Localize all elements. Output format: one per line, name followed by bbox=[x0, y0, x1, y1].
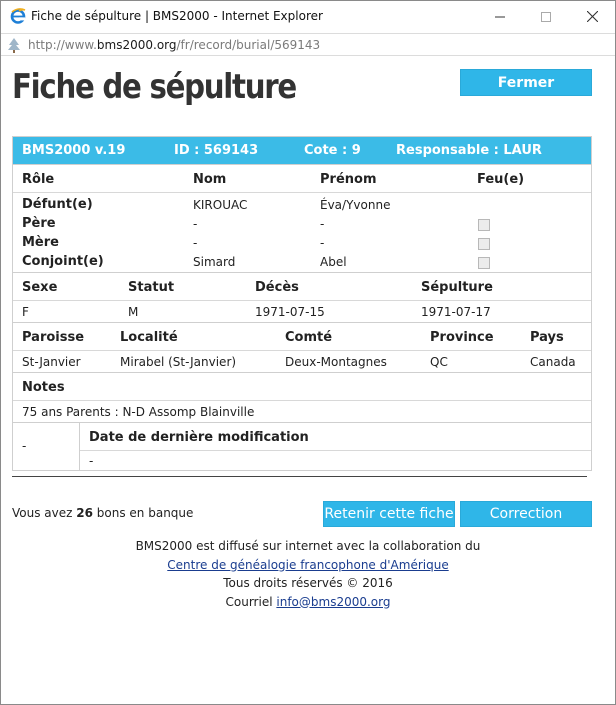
correction-button[interactable]: Correction bbox=[460, 501, 592, 527]
person-nom: KIROUAC bbox=[193, 198, 248, 212]
modification-value: - bbox=[89, 454, 94, 468]
role-label: Conjoint(e) bbox=[22, 254, 104, 269]
value-paroisse: St-Janvier bbox=[22, 355, 81, 369]
email-link[interactable]: info@bms2000.org bbox=[276, 594, 391, 609]
page-content bbox=[1, 57, 615, 704]
minimize-button[interactable] bbox=[477, 1, 523, 32]
notes-section bbox=[13, 372, 591, 422]
person-prenom: - bbox=[320, 217, 325, 231]
column-nom: Nom bbox=[193, 172, 227, 187]
column-province: Province bbox=[430, 330, 494, 345]
column-role: Rôle bbox=[22, 172, 55, 187]
window-title: Fiche de sépulture | BMS2000 - Internet Explorer bbox=[31, 9, 323, 23]
bank-balance bbox=[12, 506, 193, 520]
record-version: BMS2000 v.19 bbox=[22, 143, 126, 158]
feu-checkbox-mere[interactable] bbox=[478, 238, 490, 250]
minimize-icon bbox=[495, 12, 505, 22]
column-prenom: Prénom bbox=[320, 172, 377, 187]
person-prenom: Abel bbox=[320, 255, 347, 269]
feu-checkbox-pere[interactable] bbox=[478, 219, 490, 231]
column-localite: Localité bbox=[120, 330, 178, 345]
footer-contact bbox=[1, 593, 615, 612]
person-prenom: Éva/Yvonne bbox=[320, 198, 391, 212]
person-nom: Simard bbox=[193, 255, 236, 269]
modification-section bbox=[13, 422, 591, 470]
value-province: QC bbox=[430, 355, 448, 369]
page-title: Fiche de sépulture bbox=[12, 67, 296, 107]
retain-record-button[interactable]: Retenir cette fiche bbox=[323, 501, 455, 527]
address-url[interactable] bbox=[28, 38, 320, 52]
column-pays: Pays bbox=[530, 330, 564, 345]
cgfa-link[interactable]: Centre de généalogie francophone d'Amérique bbox=[167, 557, 449, 572]
maximize-icon bbox=[541, 12, 551, 22]
footer-line1: BMS2000 est diffusé sur internet avec la collaboration du bbox=[135, 539, 481, 553]
close-icon bbox=[587, 11, 598, 22]
url-prefix: http://www. bbox=[28, 38, 97, 52]
column-sexe: Sexe bbox=[22, 280, 58, 295]
bank-count: 26 bbox=[76, 506, 93, 520]
role-label: Père bbox=[22, 216, 56, 231]
notes-label: Notes bbox=[22, 380, 65, 395]
value-sexe: F bbox=[22, 305, 29, 319]
record-id: ID : 569143 bbox=[174, 143, 259, 158]
place-header-divider bbox=[13, 350, 591, 351]
title-bar bbox=[1, 1, 615, 32]
close-window-button[interactable] bbox=[569, 1, 615, 32]
modification-left-value: - bbox=[22, 439, 27, 453]
footer-copyright: Tous droits réservés © 2016 bbox=[223, 576, 393, 590]
event-section bbox=[13, 272, 591, 322]
contact-label: Courriel bbox=[225, 594, 273, 609]
bank-prefix: Vous avez bbox=[12, 506, 73, 520]
column-sepulture: Sépulture bbox=[421, 280, 493, 295]
maximize-button[interactable] bbox=[523, 1, 569, 32]
column-comte: Comté bbox=[285, 330, 333, 345]
record-responsable: Responsable : LAUR bbox=[396, 143, 542, 158]
record-cote: Cote : 9 bbox=[304, 143, 361, 158]
value-statut: M bbox=[128, 305, 139, 319]
feu-checkbox-conjoint[interactable] bbox=[478, 257, 490, 269]
modification-column-divider bbox=[79, 423, 80, 471]
column-paroisse: Paroisse bbox=[22, 330, 85, 345]
modification-header-divider bbox=[80, 450, 591, 451]
record-header bbox=[13, 137, 591, 164]
address-bar[interactable] bbox=[1, 33, 615, 56]
url-path: /fr/record/burial/569143 bbox=[176, 38, 321, 52]
value-pays: Canada bbox=[530, 355, 576, 369]
person-prenom: - bbox=[320, 236, 325, 250]
value-sepulture: 1971-07-17 bbox=[421, 305, 491, 319]
burial-record bbox=[12, 136, 592, 471]
modification-label: Date de dernière modification bbox=[89, 430, 309, 445]
persons-section bbox=[13, 164, 591, 272]
site-tree-icon bbox=[6, 37, 22, 53]
persons-header-divider bbox=[13, 192, 591, 193]
content-divider bbox=[12, 476, 587, 477]
value-comte: Deux-Montagnes bbox=[285, 355, 387, 369]
value-localite: Mirabel (St-Janvier) bbox=[120, 355, 237, 369]
internet-explorer-icon bbox=[10, 8, 26, 24]
bank-suffix: bons en banque bbox=[96, 506, 194, 520]
column-statut: Statut bbox=[128, 280, 175, 295]
notes-text: 75 ans Parents : N-D Assomp Blainville bbox=[22, 405, 255, 419]
role-label: Défunt(e) bbox=[22, 197, 93, 212]
notes-header-divider bbox=[13, 400, 591, 401]
role-label: Mère bbox=[22, 235, 59, 250]
event-header-divider bbox=[13, 300, 591, 301]
column-deces: Décès bbox=[255, 280, 299, 295]
url-host: bms2000.org bbox=[96, 38, 177, 52]
person-nom: - bbox=[193, 217, 198, 231]
column-feu: Feu(e) bbox=[477, 172, 525, 187]
place-section bbox=[13, 322, 591, 372]
close-button[interactable]: Fermer bbox=[460, 69, 592, 96]
value-deces: 1971-07-15 bbox=[255, 305, 325, 319]
person-nom: - bbox=[193, 236, 198, 250]
footer bbox=[1, 537, 615, 611]
